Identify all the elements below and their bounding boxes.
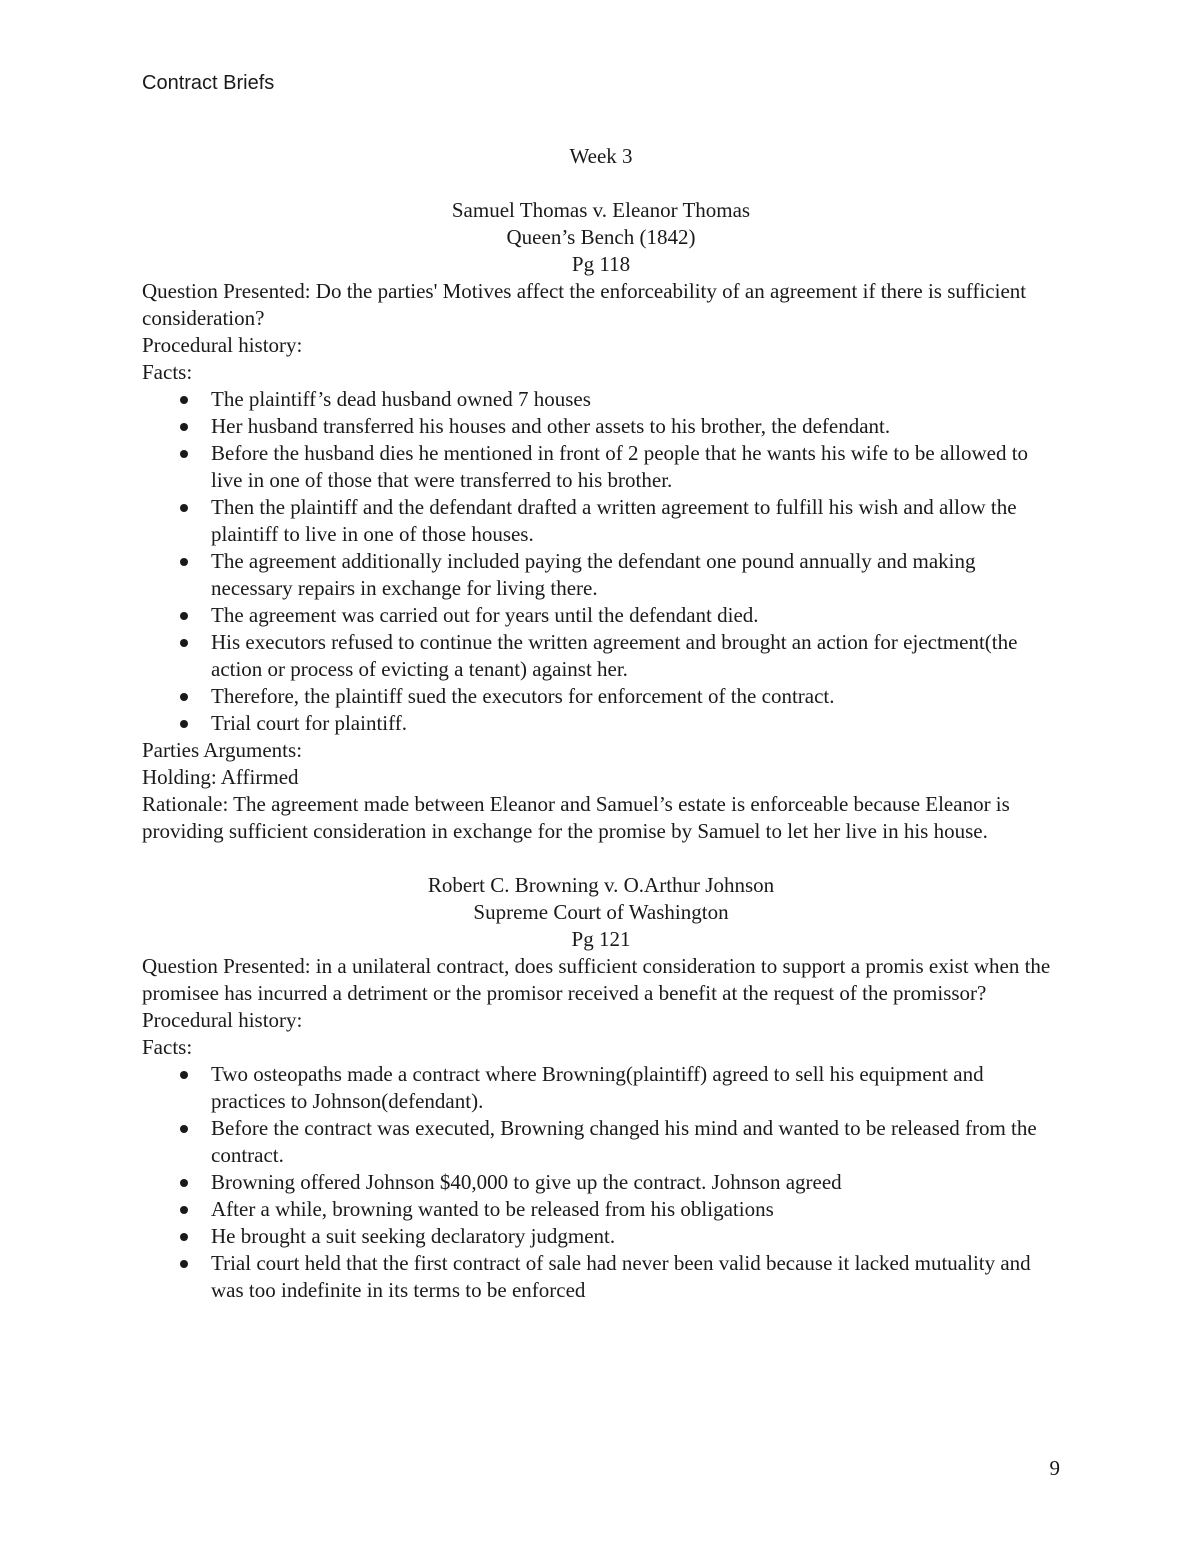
document-body xyxy=(142,143,1060,1304)
procedural-history: Procedural history: xyxy=(142,333,303,357)
list-item: Trial court for plaintiff. xyxy=(142,710,1060,737)
list-item: The agreement additionally included paying the defendant one pound annually and making necessary repairs in exchange for living there. xyxy=(142,548,1060,602)
facts-label: Facts: xyxy=(142,360,193,384)
list-item: After a while, browning wanted to be released from his obligations xyxy=(142,1196,1060,1223)
list-item: Two osteopaths made a contract where Browning(plaintiff) agreed to sell his equipment and practices to Johnson(defendant). xyxy=(142,1061,1060,1115)
case-title: Robert C. Browning v. O.Arthur Johnson xyxy=(427,873,775,897)
spacer xyxy=(142,845,1060,872)
list-item: Trial court held that the first contract of sale had never been valid because it lacked mutuality and was too indefinite in its terms to be enforced xyxy=(142,1250,1060,1304)
list-item: His executors refused to continue the written agreement and brought an action for ejectment(the action or process of evicting a tenant) against her. xyxy=(142,629,1060,683)
week-heading: Week 3 xyxy=(569,144,633,168)
list-item: Browning offered Johnson $40,000 to give up the contract. Johnson agreed xyxy=(142,1169,1060,1196)
list-item: Then the plaintiff and the defendant drafted a written agreement to fulfill his wish and allow the plaintiff to live in one of those houses. xyxy=(142,494,1060,548)
case-court: Supreme Court of Washington xyxy=(473,900,729,924)
parties-arguments: Parties Arguments: xyxy=(142,738,303,762)
case-title: Samuel Thomas v. Eleanor Thomas xyxy=(451,198,751,222)
page-number: 9 xyxy=(1049,1456,1060,1480)
list-item: The plaintiff’s dead husband owned 7 houses xyxy=(142,386,1060,413)
list-item: The agreement was carried out for years until the defendant died. xyxy=(142,602,1060,629)
case-court: Queen’s Bench (1842) xyxy=(506,225,696,249)
spacer xyxy=(142,170,1060,197)
question-presented: Question Presented: Do the parties' Motives affect the enforceability of an agreement if there is sufficient consideration? xyxy=(142,279,1027,330)
facts-list xyxy=(142,1061,1060,1304)
list-item: He brought a suit seeking declaratory judgment. xyxy=(142,1223,1060,1250)
question-presented: Question Presented: in a unilateral contract, does sufficient consideration to support a promis exist when the promisee has incurred a detriment or the promisor received a benefit at the request of the promissor? xyxy=(142,954,1051,1005)
list-item: Her husband transferred his houses and other assets to his brother, the defendant. xyxy=(142,413,1060,440)
list-item: Before the contract was executed, Browning changed his mind and wanted to be released from the contract. xyxy=(142,1115,1060,1169)
rationale: Rationale: The agreement made between Eleanor and Samuel’s estate is enforceable because Eleanor is providing sufficient consideration in exchange for the promise by Samuel to let her live in his house. xyxy=(142,792,1010,843)
case-brief-1 xyxy=(142,197,1060,845)
case-brief-2 xyxy=(142,872,1060,1304)
procedural-history: Procedural history: xyxy=(142,1008,303,1032)
list-item: Before the husband dies he mentioned in front of 2 people that he wants his wife to be allowed to live in one of those that were transferred to his brother. xyxy=(142,440,1060,494)
case-page: Pg 121 xyxy=(571,927,631,951)
facts-label: Facts: xyxy=(142,1035,193,1059)
facts-list xyxy=(142,386,1060,737)
case-page: Pg 118 xyxy=(571,252,631,276)
holding: Holding: Affirmed xyxy=(142,765,299,789)
list-item: Therefore, the plaintiff sued the executors for enforcement of the contract. xyxy=(142,683,1060,710)
document-header: Contract Briefs xyxy=(142,72,275,94)
